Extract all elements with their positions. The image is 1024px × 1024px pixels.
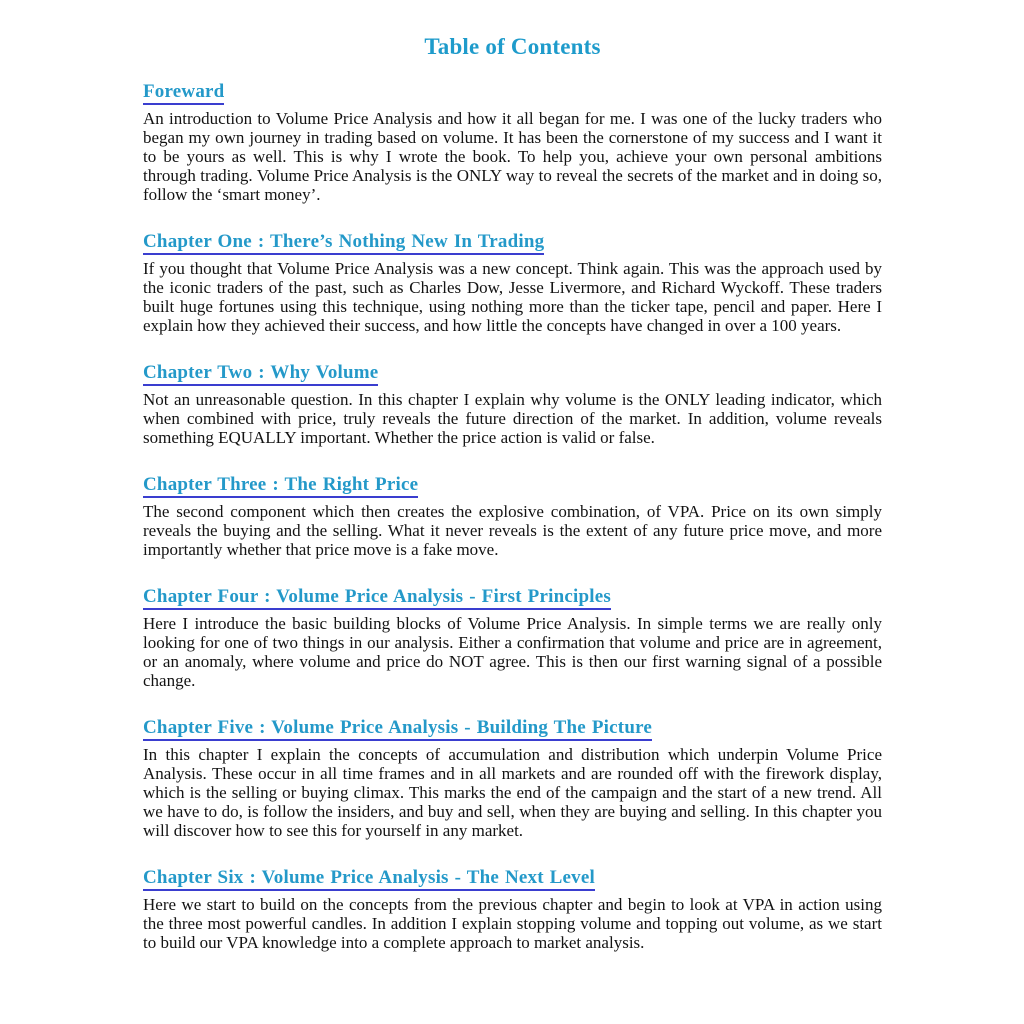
toc-heading-chapter-three bbox=[143, 473, 882, 496]
toc-heading-chapter-two bbox=[143, 361, 882, 384]
toc-description-chapter-one: If you thought that Volume Price Analysis was a new concept. Think again. This was the approach used by the iconic traders of the past, such as Charles Dow, Jesse Livermore, and Richard Wyckoff. These traders built huge fortunes using this technique, using nothing more than the ticker tape, pencil and paper. Here I explain how they achieved their success, and how little the concepts have changed in over a 100 years. bbox=[143, 259, 882, 335]
toc-content bbox=[143, 33, 882, 952]
toc-description-chapter-five: In this chapter I explain the concepts of accumulation and distribution which underpin Volume Price Analysis. These occur in all time frames and in all markets and are rounded off with the firework display, which is the selling or buying climax. This marks the end of the campaign and the start of a new trend. All we have to do, is follow the insiders, and buy and sell, when they are buying and selling. In this chapter you will discover how to see this for yourself in any market. bbox=[143, 745, 882, 840]
toc-heading-chapter-six bbox=[143, 866, 882, 889]
toc-link-chapter-one[interactable]: Chapter One : There’s Nothing New In Trading bbox=[143, 231, 544, 255]
toc-heading-foreward bbox=[143, 80, 882, 103]
toc-heading-chapter-one bbox=[143, 230, 882, 253]
toc-description-chapter-six: Here we start to build on the concepts from the previous chapter and begin to look at VPA in action using the three most powerful candles. In addition I explain stopping volume and topping out volume, as we start to build our VPA knowledge into a complete approach to market analysis. bbox=[143, 895, 882, 952]
toc-section-chapter-four bbox=[143, 585, 882, 690]
toc-description-chapter-two: Not an unreasonable question. In this chapter I explain why volume is the ONLY leading indicator, which when combined with price, truly reveals the future direction of the market. In addition, volume reveals something EQUALLY important. Whether the price action is valid or false. bbox=[143, 390, 882, 447]
toc-section-chapter-three bbox=[143, 473, 882, 559]
toc-section-chapter-two bbox=[143, 361, 882, 447]
toc-link-chapter-five[interactable]: Chapter Five : Volume Price Analysis - Building The Picture bbox=[143, 717, 652, 741]
toc-section-foreward bbox=[143, 80, 882, 204]
toc-description-chapter-four: Here I introduce the basic building blocks of Volume Price Analysis. In simple terms we are really only looking for one of two things in our analysis. Either a confirmation that volume and price are in agreement, or an anomaly, where volume and price do NOT agree. This is then our first warning signal of a possible change. bbox=[143, 614, 882, 690]
toc-section-chapter-six bbox=[143, 866, 882, 952]
toc-link-chapter-three[interactable]: Chapter Three : The Right Price bbox=[143, 474, 418, 498]
toc-heading-chapter-four bbox=[143, 585, 882, 608]
toc-link-chapter-four[interactable]: Chapter Four : Volume Price Analysis - First Principles bbox=[143, 586, 611, 610]
toc-link-chapter-six[interactable]: Chapter Six : Volume Price Analysis - The Next Level bbox=[143, 867, 595, 891]
toc-description-chapter-three: The second component which then creates the explosive combination, of VPA. Price on its own simply reveals the buying and the selling. What it never reveals is the extent of any future price move, and more importantly whether that price move is a fake move. bbox=[143, 502, 882, 559]
toc-heading-chapter-five bbox=[143, 716, 882, 739]
toc-link-foreward[interactable]: Foreward bbox=[143, 81, 224, 105]
toc-link-chapter-two[interactable]: Chapter Two : Why Volume bbox=[143, 362, 378, 386]
toc-description-foreward: An introduction to Volume Price Analysis and how it all began for me. I was one of the lucky traders who began my own journey in trading based on volume. It has been the cornerstone of my success and I want it to be yours as well. This is why I wrote the book. To help you, achieve your own personal ambitions through trading. Volume Price Analysis is the ONLY way to reveal the secrets of the market and in doing so, follow the ‘smart money’. bbox=[143, 109, 882, 204]
page-title: Table of Contents bbox=[424, 34, 601, 59]
toc-section-chapter-one bbox=[143, 230, 882, 335]
toc-section-chapter-five bbox=[143, 716, 882, 840]
